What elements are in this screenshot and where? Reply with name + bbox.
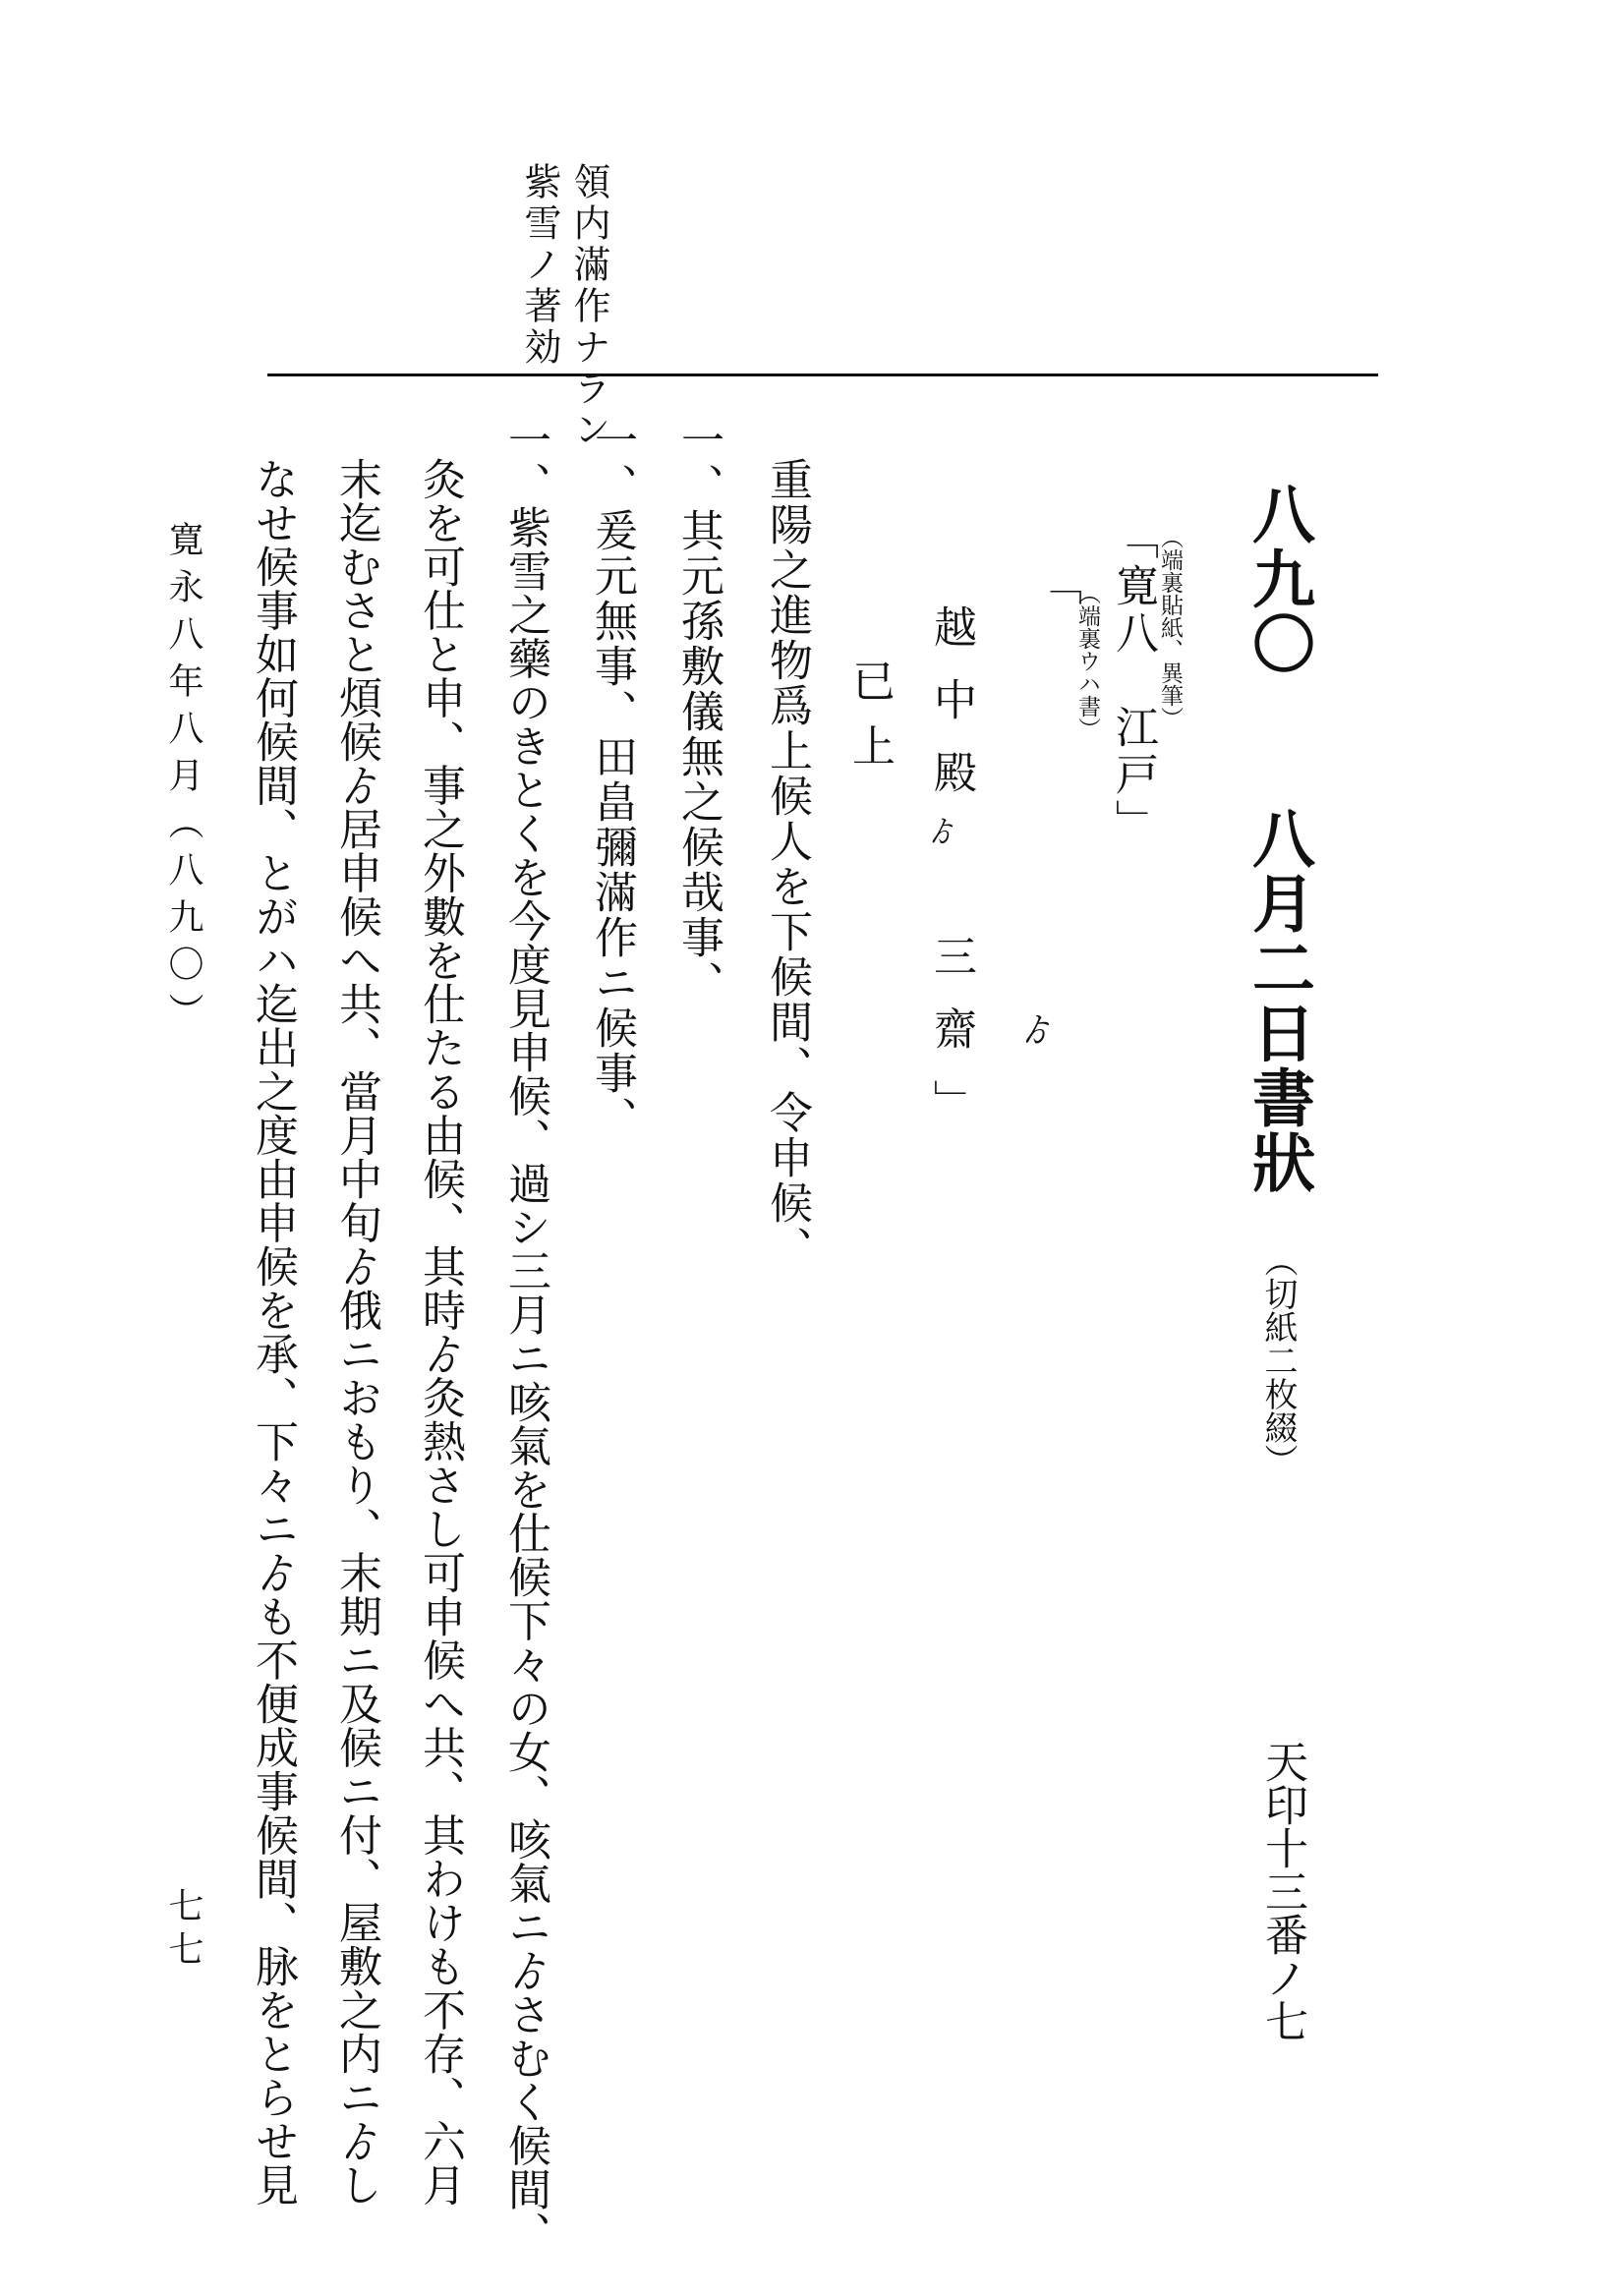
paste-note: （端裏貼紙、異筆） <box>1157 526 1183 729</box>
horizontal-rule <box>267 373 1378 376</box>
paste-text: 「寛八 江戸」 <box>1108 516 1158 846</box>
body-line-6: 末迄むさと煩候ゟ居申候へ共、當月中旬ゟ俄ニおもり、末期ニ及候ニ付、屋敷之内ニゟし <box>331 457 381 2207</box>
document-note: （切紙二枚綴） <box>1258 1260 1298 1477</box>
from-mark: ゟ <box>1014 1012 1054 1048</box>
body-line-7: なせ候事如何候間、とがハ迄出之度由申候を承、下々ニゟも不便成事候間、脉をとらせ見 <box>248 457 298 2207</box>
recipient-mark: ゟ <box>922 816 956 847</box>
back-open-bracket: 「 <box>1031 562 1081 607</box>
body-line-2: 一、其元孫敷儀無之候哉事、 <box>673 418 723 1005</box>
closing-top: 已上 <box>844 659 895 788</box>
body-line-1: 重陽之進物爲上候人を下候間、令申候、 <box>762 457 812 1271</box>
sender: 三齋」 <box>926 934 976 1152</box>
body-line-4: 一、紫雪之藥のきとくを今度見申候、過シ三月ニ咳氣を仕候下々の女、咳氣ニゟさむく候間、 <box>500 418 550 2255</box>
recipient: 越中殿 <box>926 604 976 823</box>
footer-date: 寛永八年八月（八九〇） <box>163 521 203 1040</box>
marginal-note-1: 領内滿作ナラン <box>567 162 610 451</box>
heading-gap-2 <box>1242 1195 1315 1260</box>
document-heading <box>1242 482 1315 1477</box>
heading-gap <box>1242 676 1315 806</box>
document-number: 八九〇 <box>1242 482 1315 676</box>
page-number: 七七 <box>163 1887 203 1974</box>
marginal-note-2: 紫雪ノ著効 <box>518 162 561 369</box>
document-title: 八月二日書狀 <box>1242 806 1315 1195</box>
body-line-5: 灸を可仕と申、事之外數を仕たる由候、其時ゟ灸熱さし可申候へ共、其わけも不存、六月 <box>415 457 465 2207</box>
archive-reference: 天印十三番ノ七 <box>1257 1740 1307 2042</box>
back-note: （端裏ウハ書） <box>1074 582 1100 740</box>
body-line-3: 一、爰元無事、田畠彌滿作ニ候事、 <box>587 418 637 1141</box>
